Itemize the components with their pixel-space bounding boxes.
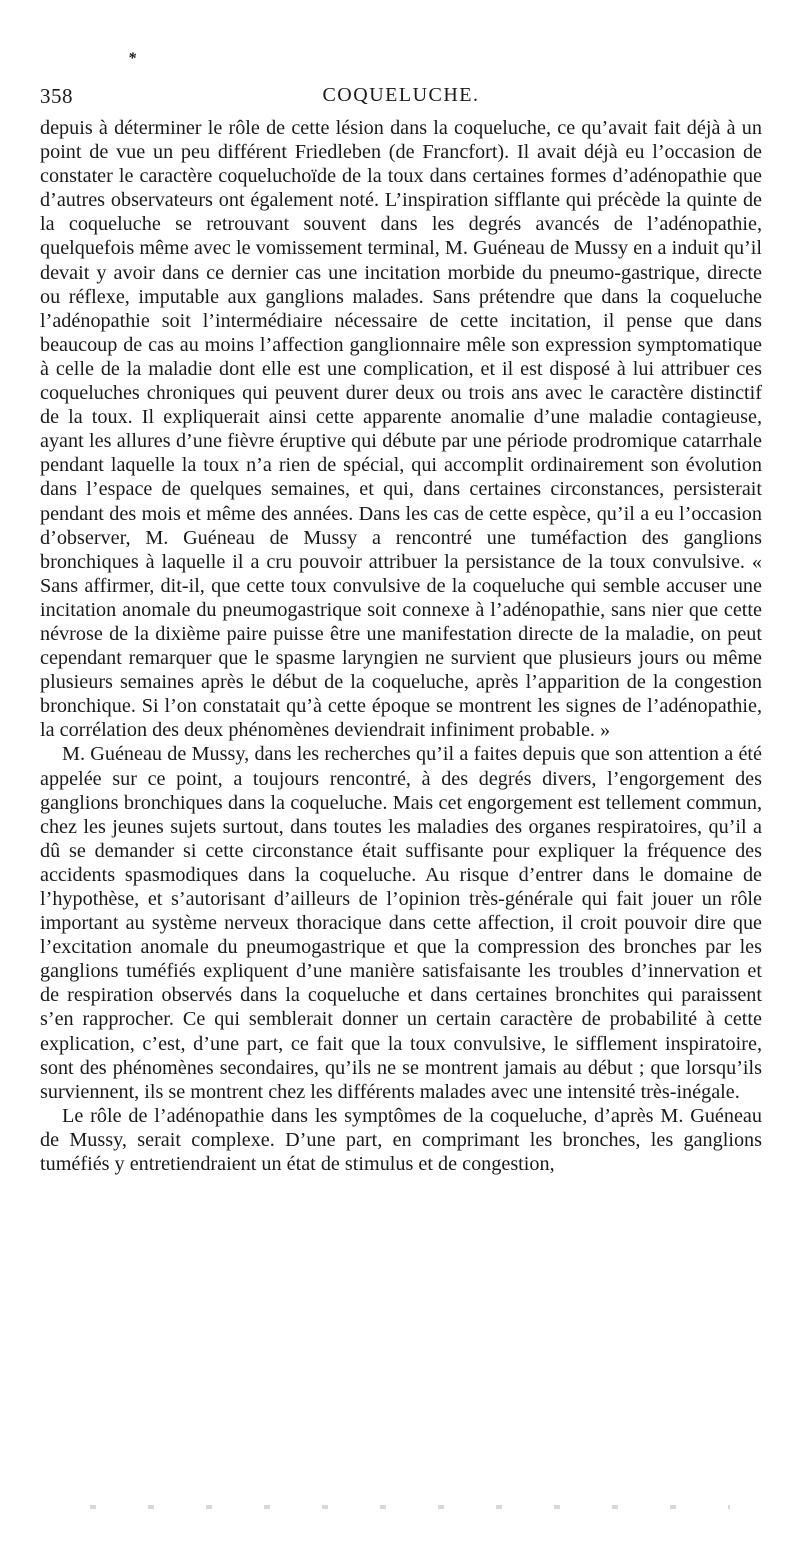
paragraph-3: Le rôle de l’adénopathie dans les symptômes de la coqueluche, d’après M. Guéneau de Mussy, serait complexe. D’une part, en comprimant les bronches, les ganglions tuméfiés y entretiendraient un état de stimulus et de congestion, bbox=[40, 1104, 762, 1176]
body-text bbox=[40, 116, 762, 1176]
page-number: 358 bbox=[40, 84, 73, 108]
page-header bbox=[40, 84, 762, 112]
stray-mark: * bbox=[128, 50, 136, 67]
scan-noise bbox=[90, 1505, 730, 1509]
paragraph-2: M. Guéneau de Mussy, dans les recherches qu’il a faites depuis que son attention a été appelée sur ce point, a toujours rencontré, à des degrés divers, l’engorgement des ganglions bronchiques dans la coqueluche. Mais cet engorgement est tellement commun, chez les jeunes sujets surtout, dans toutes les maladies des organes respiratoires, qu’il a dû se demander si cette circonstance était suffisante pour expliquer la fréquence des accidents spasmodiques dans la coqueluche. Au risque d’entrer dans le domaine de l’hypothèse, et s’autorisant d’ailleurs de l’opinion très-générale qui fait jouer un rôle important au système nerveux thoracique dans cette affection, il croit pouvoir dire que l’excitation anomale du pneumogastrique et que la compression des bronches par les ganglions tuméfiés expliquent d’une manière satisfaisante les troubles d’innervation et de respiration observés dans la coqueluche et dans certaines bronchites qui paraissent s’en rapprocher. Ce qui semblerait donner un certain caractère de probabilité à cette explication, c’est, d’une part, ce fait que la toux convulsive, le sifflement inspiratoire, sont des phénomènes secondaires, qu’ils ne se montrent jamais au début ; que lorsqu’ils surviennent, ils se montrent chez les différents malades avec une intensité très-inégale. bbox=[40, 743, 762, 1103]
running-head: COQUELUCHE. bbox=[322, 84, 480, 106]
paragraph-1: depuis à déterminer le rôle de cette lésion dans la coqueluche, ce qu’avait fait déjà à un point de vue un peu différent Friedleben (de Francfort). Il avait déjà eu l’occasion de constater le caractère coqueluchoïde de la toux dans certaines formes d’adénopathie que d’autres observateurs ont également noté. L’inspiration sifflante qui précède la quinte de la coqueluche se retrouvant souvent dans les degrés avancés de l’adénopathie, quelquefois même avec le vomissement terminal, M. Guéneau de Mussy en a induit qu’il devait y avoir dans ce dernier cas une incitation morbide du pneumo-gastrique, directe ou réflexe, imputable aux ganglions malades. Sans prétendre que dans la coqueluche l’adénopathie soit l’intermédiaire nécessaire de cette incitation, il pense que dans beaucoup de cas au moins l’affection ganglionnaire mêle son expression symptomatique à celle de la maladie dont elle est une complication, et il est disposé à lui attribuer ces coqueluches chroniques qui peuvent durer deux ou trois ans avec le caractère distinctif de la toux. Il expliquerait ainsi cette apparente anomalie d’une maladie contagieuse, ayant les allures d’une fièvre éruptive qui débute par une période prodromique catarrhale pendant laquelle la toux n’a rien de spécial, qui accomplit ordinairement son évolution dans l’espace de quelques semaines, et qui, dans certaines circonstances, persisterait pendant des mois et même des années. Dans les cas de cette espèce, qu’il a eu l’occasion d’observer, M. Guéneau de Mussy a rencontré une tuméfaction des ganglions bronchiques à laquelle il a cru pouvoir attribuer la persistance de la toux convulsive. « Sans affirmer, dit-il, que cette toux convulsive de la coqueluche qui semble accuser une incitation anomale du pneumogastrique soit connexe à l’adénopathie, sans nier que cette névrose de la dixième paire puisse être une manifestation directe de la maladie, on peut cependant remarquer que le spasme laryngien ne survient que plusieurs jours ou même plusieurs semaines après le début de la coqueluche, après l’apparition de la congestion bronchique. Si l’on constatait qu’à cette époque se montrent les signes de l’adénopathie, la corrélation des deux phénomènes deviendrait infiniment probable. » bbox=[40, 117, 762, 742]
